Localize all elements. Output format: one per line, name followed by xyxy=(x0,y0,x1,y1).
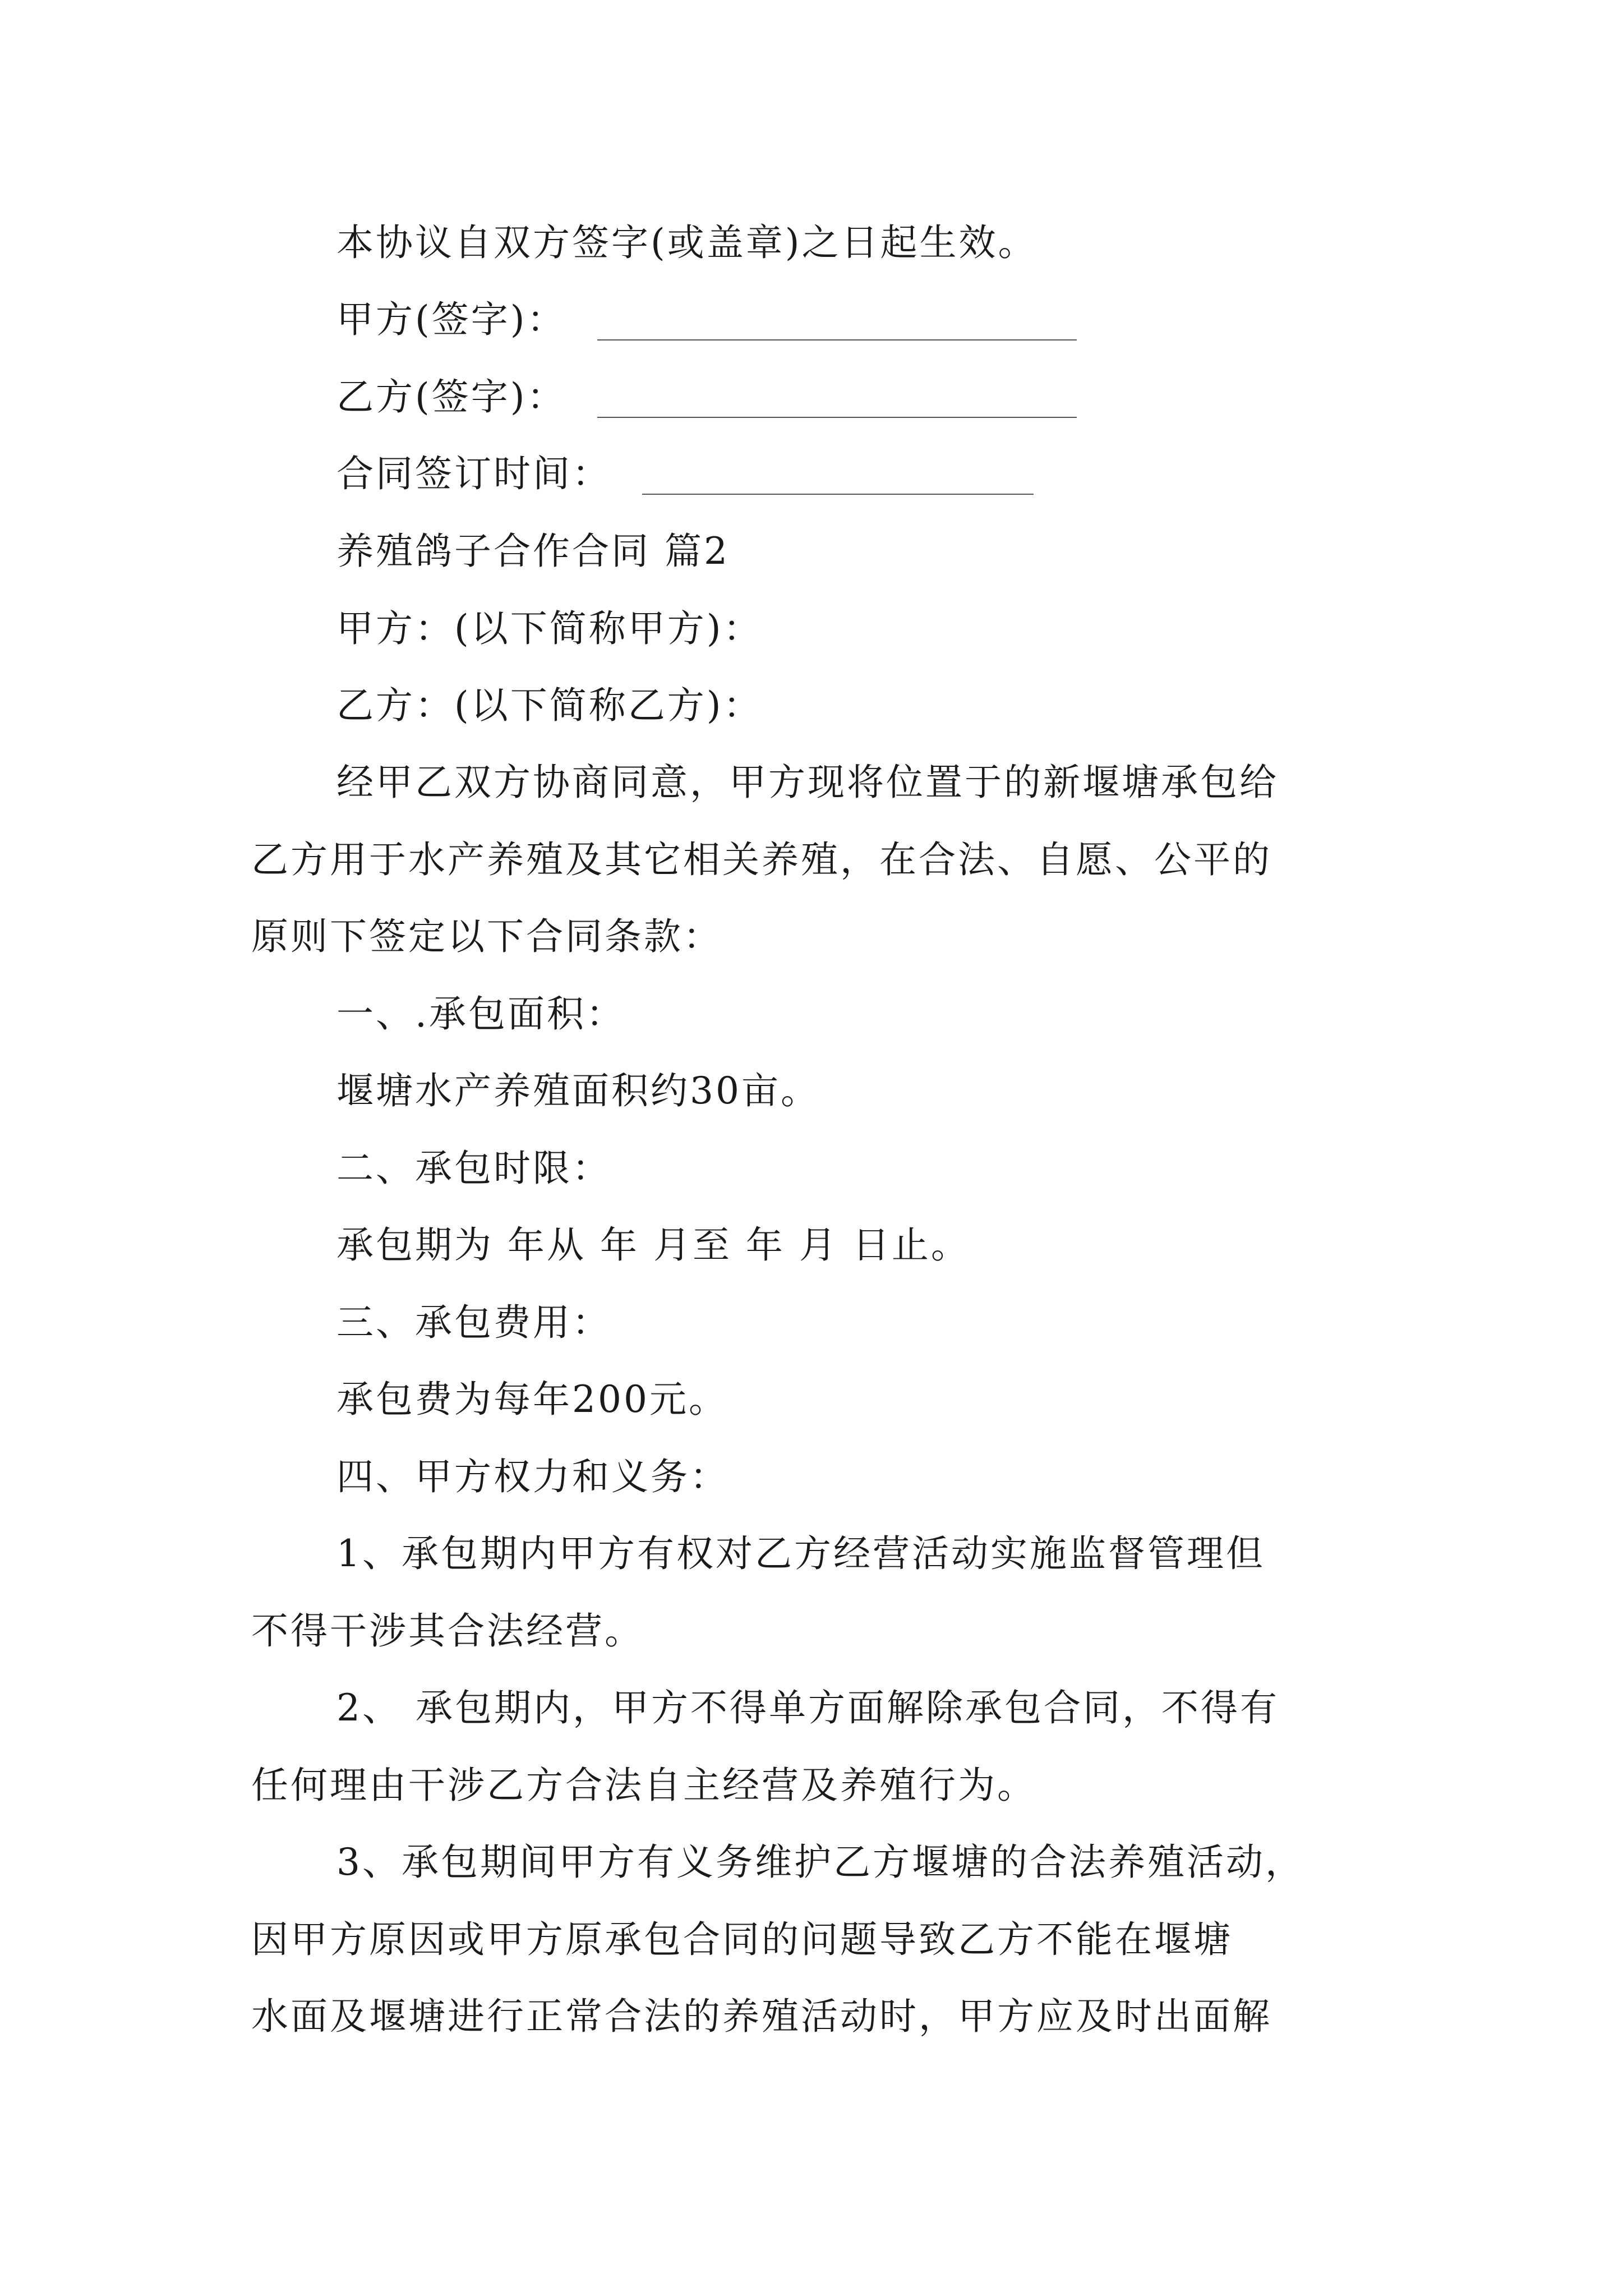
party-b-signature-label: 乙方(签字)： xyxy=(336,375,566,418)
section-1-body: 堰塘水产养殖面积约30亩。 xyxy=(336,1069,820,1112)
section-2-body: 承包期为 年从 年 月至 年 月 日止。 xyxy=(336,1223,970,1267)
party-b-signature-line[interactable] xyxy=(597,417,1077,418)
sign-date-label: 合同签订时间： xyxy=(336,452,611,495)
section-3-heading: 三、承包费用： xyxy=(336,1301,611,1344)
intro-line-1: 经甲乙双方协商同意，甲方现将位置于的新堰塘承包给 xyxy=(336,761,1279,804)
section-3-body: 承包费为每年200元。 xyxy=(336,1378,728,1421)
item-3-line-3: 水面及堰塘进行正常合法的养殖活动时，甲方应及时出面解 xyxy=(251,1995,1272,2038)
party-b-line: 乙方：(以下简称乙方)： xyxy=(336,684,763,727)
section-1-heading: 一、.承包面积： xyxy=(336,992,625,1036)
item-3-line-1: 3、承包期间甲方有义务维护乙方堰塘的合法养殖活动， xyxy=(336,1841,1304,1884)
party-a-signature-line[interactable] xyxy=(597,339,1077,341)
intro-line-2: 乙方用于水产养殖及其它相关养殖，在合法、自愿、公平的 xyxy=(251,838,1272,881)
item-1-line-1: 1、承包期内甲方有权对乙方经营活动实施监督管理但 xyxy=(336,1532,1265,1575)
item-2-line-2: 任何理由干涉乙方合法自主经营及养殖行为。 xyxy=(251,1764,1036,1807)
section-4-heading: 四、甲方权力和义务： xyxy=(336,1455,729,1498)
section-2-heading: 二、承包时限： xyxy=(336,1147,611,1190)
section-title: 养殖鸽子合作合同 篇2 xyxy=(336,530,730,573)
item-1-line-2: 不得干涉其合法经营。 xyxy=(251,1609,644,1653)
party-a-line: 甲方：(以下简称甲方)： xyxy=(336,607,763,650)
item-2-line-1: 2、 承包期内，甲方不得单方面解除承包合同，不得有 xyxy=(336,1686,1279,1729)
item-3-line-2: 因甲方原因或甲方原承包合同的问题导致乙方不能在堰塘 xyxy=(251,1918,1233,1961)
sign-date-line[interactable] xyxy=(642,494,1034,495)
effective-clause: 本协议自双方签字(或盖章)之日起生效。 xyxy=(336,221,1038,264)
party-a-signature-label: 甲方(签字)： xyxy=(336,298,566,341)
intro-line-3: 原则下签定以下合同条款： xyxy=(251,915,722,958)
